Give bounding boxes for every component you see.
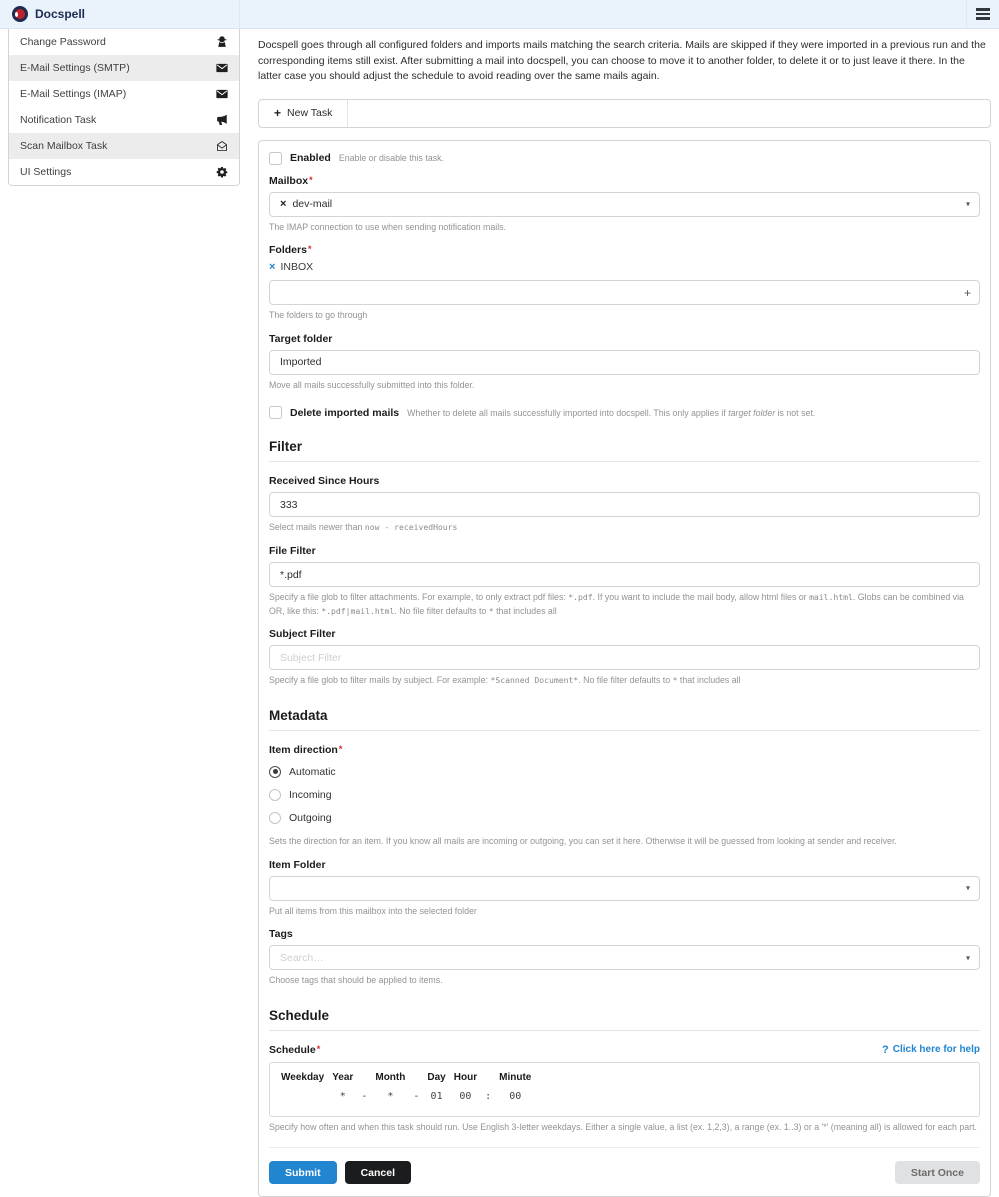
sidebar-item-label: E-Mail Settings (SMTP) — [20, 62, 130, 74]
item-folder-help: Put all items from this mailbox into the selected folder — [269, 905, 477, 916]
delete-imported-label: Delete imported mails — [290, 406, 400, 419]
direction-option-automatic: Automatic — [269, 766, 980, 778]
brand[interactable] — [0, 0, 240, 28]
start-once-button[interactable]: Start Once — [895, 1161, 980, 1184]
mailbox-field — [269, 175, 980, 235]
tags-field — [269, 928, 980, 988]
new-task-label: New Task — [287, 107, 333, 120]
mailbox-dropdown[interactable] — [269, 192, 980, 217]
item-direction-field — [269, 744, 980, 849]
new-task-button[interactable] — [259, 100, 348, 127]
metadata-section-heading: Metadata — [269, 708, 980, 731]
clear-selection-icon[interactable]: × — [280, 198, 287, 211]
chevron-down-icon: ▾ — [965, 199, 970, 209]
schedule-weekday-value — [279, 1089, 330, 1104]
chevron-down-icon: ▾ — [965, 883, 970, 893]
sidebar-item-email-imap[interactable] — [9, 81, 239, 107]
cancel-button[interactable]: Cancel — [345, 1161, 411, 1184]
target-folder-help: Move all mails successfully submitted into this folder. — [269, 379, 475, 390]
required-asterisk: * — [309, 174, 313, 185]
sidebar-item-label: E-Mail Settings (IMAP) — [20, 88, 127, 100]
sidebar-item-change-password[interactable] — [9, 29, 239, 55]
envelope-icon — [216, 62, 228, 74]
remove-folder-icon[interactable]: × — [269, 261, 276, 274]
item-folder-label: Item Folder — [269, 858, 326, 871]
folders-help: The folders to go through — [269, 310, 368, 321]
brand-name: Docspell — [35, 7, 86, 21]
sidebar-item-email-smtp[interactable] — [9, 55, 239, 81]
tags-placeholder: Search… — [280, 951, 324, 964]
col-day: Day — [427, 1071, 446, 1083]
sidebar-item-scan-mailbox-task[interactable] — [9, 133, 239, 159]
schedule-year-value: * — [339, 1090, 346, 1102]
delete-imported-field — [269, 406, 980, 419]
item-direction-label: Item direction — [269, 743, 338, 756]
target-folder-input[interactable] — [269, 350, 980, 375]
schedule-month-value: * — [387, 1090, 394, 1102]
enabled-help: Enable or disable this task. — [338, 153, 444, 164]
required-asterisk: * — [316, 1043, 321, 1054]
add-folder-icon[interactable]: + — [963, 285, 971, 300]
target-folder-field — [269, 333, 980, 393]
received-since-help: Select mails newer than now - receivedHours — [269, 522, 458, 533]
subject-filter-help: Specify a file glob to filter mails by subject. For example: *Scanned Document*. No file filter defaults to * that includes all — [269, 675, 741, 686]
folders-field — [269, 244, 980, 323]
delete-imported-checkbox[interactable] — [269, 406, 282, 419]
sidebar-item-label: Change Password — [20, 36, 106, 48]
hamburger-icon — [976, 6, 990, 22]
schedule-editor — [269, 1062, 980, 1117]
sidebar-item-notification-task[interactable] — [9, 107, 239, 133]
required-asterisk: * — [307, 244, 312, 255]
enabled-field — [269, 152, 980, 165]
chevron-down-icon: ▾ — [965, 953, 970, 963]
form-actions — [269, 1147, 980, 1184]
schedule-section-heading: Schedule — [269, 1008, 980, 1031]
received-since-label: Received Since Hours — [269, 475, 380, 488]
file-filter-input[interactable] — [269, 562, 980, 587]
schedule-help: Specify how often and when this task should run. Use English 3-letter weekdays. Either a single value, a list (ex. 1,2,3), a range (ex. 1..3) or a '*' (meaning all) is allowed for each part. — [269, 1121, 977, 1132]
docspell-logo-icon — [12, 6, 28, 22]
delete-imported-help: Whether to delete all mails successfully imported into docspell. This only applies if target folder is not set. — [407, 407, 816, 418]
file-filter-label: File Filter — [269, 545, 316, 558]
plus-icon: + — [274, 106, 282, 121]
enabled-label: Enabled — [290, 152, 331, 165]
add-folder-input[interactable] — [269, 280, 980, 305]
filter-section-heading: Filter — [269, 439, 980, 462]
target-folder-label: Target folder — [269, 332, 333, 345]
top-bar — [0, 0, 999, 29]
menu-button[interactable] — [966, 0, 999, 28]
page-body — [0, 29, 999, 1197]
mailbox-value: dev-mail — [292, 198, 333, 211]
bullhorn-icon — [216, 114, 228, 126]
subject-filter-field — [269, 628, 980, 688]
radio-incoming[interactable] — [269, 789, 281, 801]
tags-dropdown[interactable] — [269, 945, 980, 970]
sidebar-item-label: Scan Mailbox Task — [20, 140, 108, 152]
main-content — [258, 29, 991, 1197]
direction-option-incoming: Incoming — [269, 789, 980, 801]
sidebar-item-label: Notification Task — [20, 114, 97, 126]
schedule-day-value: 01 — [430, 1090, 443, 1102]
item-folder-dropdown[interactable] — [269, 876, 980, 901]
mailbox-label: Mailbox — [269, 174, 309, 187]
schedule-help-link[interactable]: ? Click here for help — [882, 1043, 980, 1056]
item-folder-field — [269, 859, 980, 919]
col-minute: Minute — [499, 1071, 532, 1083]
col-year: Year — [332, 1071, 354, 1083]
radio-outgoing[interactable] — [269, 812, 281, 824]
radio-automatic[interactable] — [269, 766, 281, 778]
schedule-separator: - — [361, 1090, 368, 1102]
intro-paragraph: Docspell goes through all configured folders and imports mails matching the search criteria. Mails are skipped if they were imported in a previous run and the corresponding items still exist. After submitting a mail into docspell, you can choose to move it to another folder, to delete it or to just leave it there. In the latter case you should adjust the schedule to avoid reading over the same mails again. — [258, 39, 986, 83]
schedule-hour-value: 00 — [459, 1090, 472, 1102]
sidebar-item-label: UI Settings — [20, 166, 72, 178]
tags-label: Tags — [269, 928, 293, 941]
enabled-checkbox[interactable] — [269, 152, 282, 165]
schedule-separator: - — [413, 1090, 420, 1102]
schedule-table — [279, 1070, 537, 1104]
mailbox-help: The IMAP connection to use when sending notification mails. — [269, 221, 507, 232]
file-filter-field — [269, 545, 980, 618]
col-weekday: Weekday — [281, 1071, 325, 1083]
folders-label: Folders — [269, 244, 307, 257]
sidebar-item-ui-settings[interactable] — [9, 159, 239, 185]
submit-button[interactable]: Submit — [269, 1161, 337, 1184]
user-secret-icon — [216, 36, 228, 48]
folder-chip-label: INBOX — [280, 261, 314, 274]
received-since-field — [269, 475, 980, 535]
scan-mailbox-form — [258, 140, 991, 1197]
item-direction-help: Sets the direction for an item. If you know all mails are incoming or outgoing, you can set it here. Otherwise it will be guessed from looking at sender and receiver. — [269, 835, 897, 846]
file-filter-help: Specify a file glob to filter attachments. For example, to only extract pdf files: *.pdf. If you want to include the mail body, allow html files or mail.html. Globs can be combined via OR, like this: *.pdf|mail.html. No file filter defaults to * that includes all — [269, 592, 964, 616]
schedule-minute-value: 00 — [509, 1090, 522, 1102]
direction-option-outgoing: Outgoing — [269, 812, 980, 824]
required-asterisk: * — [338, 743, 343, 754]
received-since-input[interactable] — [269, 492, 980, 517]
envelope-icon — [216, 88, 228, 100]
gear-icon — [216, 166, 228, 178]
schedule-field — [269, 1044, 980, 1135]
envelope-open-icon — [216, 140, 228, 152]
settings-sidebar — [8, 29, 240, 186]
subject-filter-label: Subject Filter — [269, 628, 336, 641]
tags-help: Choose tags that should be applied to items. — [269, 975, 443, 986]
task-menu-bar — [258, 99, 991, 128]
folder-chip — [269, 261, 980, 273]
col-hour: Hour — [453, 1071, 478, 1083]
subject-filter-input[interactable] — [269, 645, 980, 670]
question-icon: ? — [882, 1043, 889, 1056]
schedule-separator: : — [485, 1090, 492, 1102]
schedule-label: Schedule — [269, 1043, 316, 1056]
col-month: Month — [375, 1071, 406, 1083]
